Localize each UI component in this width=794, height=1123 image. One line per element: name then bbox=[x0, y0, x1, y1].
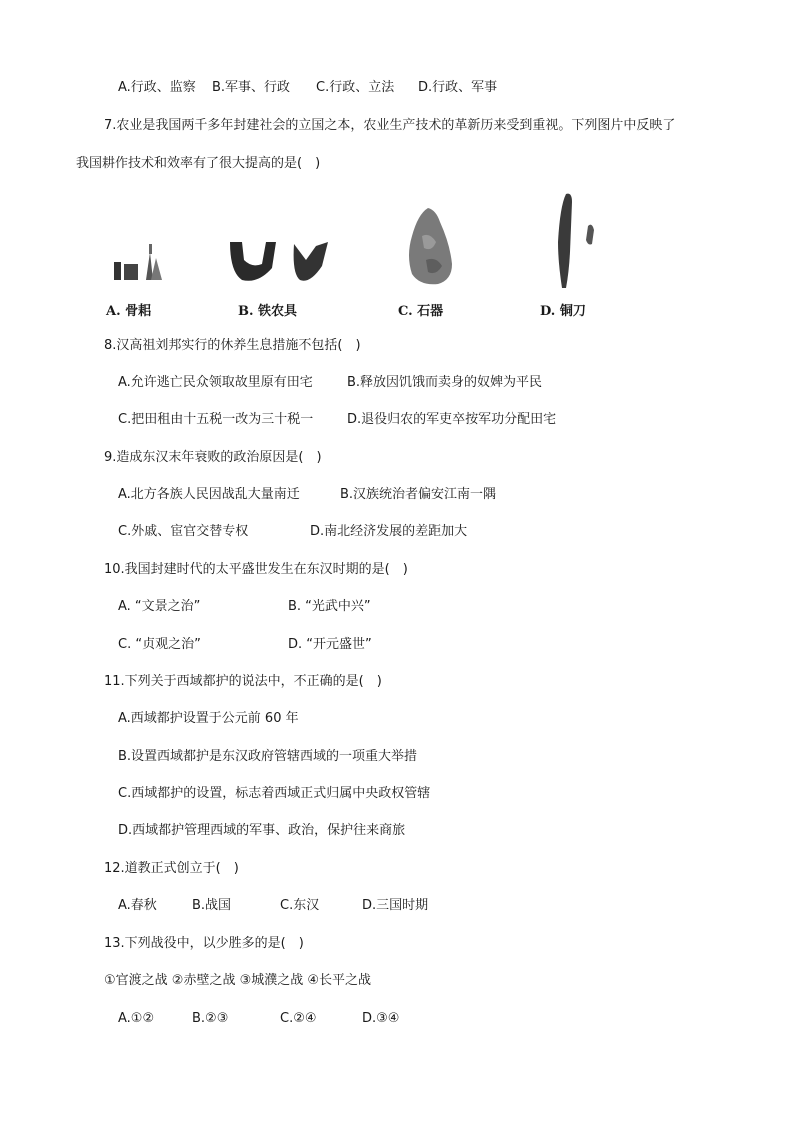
q12-option-c: C.东汉 bbox=[280, 898, 320, 913]
q13-option-a: A.①② bbox=[118, 1011, 155, 1026]
iron-farm-tools-icon bbox=[228, 238, 332, 286]
q6-option-a: A.行政、监察 bbox=[118, 80, 196, 95]
q8-option-a: A.允许逃亡民众领取故里原有田宅 bbox=[118, 375, 313, 390]
q8-option-b: B.释放因饥饿而卖身的奴婢为平民 bbox=[347, 375, 543, 390]
bone-spade-icon bbox=[110, 240, 166, 284]
q6-option-b: B.军事、行政 bbox=[212, 80, 291, 95]
q7-stem-line2: 我国耕作技术和效率有了很大提高的是( ) bbox=[76, 156, 321, 171]
q12-option-d: D.三国时期 bbox=[362, 898, 429, 913]
q8-option-d: D.退役归农的军吏卒按军功分配田宅 bbox=[347, 412, 557, 427]
q11-option-d: D.西域都护管理西域的军事、政治，保护往来商旅 bbox=[118, 823, 406, 838]
q7-figure-c-label: C. 石器 bbox=[398, 304, 444, 319]
q12-option-b: B.战国 bbox=[192, 898, 232, 913]
stone-tool-icon bbox=[406, 206, 454, 288]
q10-option-a: A. “文景之治” bbox=[118, 599, 201, 614]
q11-option-c: C.西域都护的设置，标志着西域正式归属中央政权管辖 bbox=[118, 786, 431, 801]
q11-stem: 11.下列关于西域都护的说法中，不正确的是( ) bbox=[104, 674, 382, 689]
q7-stem-line1: 7.农业是我国两千多年封建社会的立国之本，农业生产技术的革新历来受到重视。下列图片中反映了 bbox=[104, 118, 676, 133]
q9-option-c: C.外戚、宦官交替专权 bbox=[118, 524, 249, 539]
q10-stem: 10.我国封建时代的太平盛世发生在东汉时期的是( ) bbox=[104, 562, 408, 577]
q11-option-b: B.设置西域都护是东汉政府管辖西域的一项重大举措 bbox=[118, 749, 418, 764]
q9-option-b: B.汉族统治者偏安江南一隅 bbox=[340, 487, 497, 502]
q13-items: ①官渡之战 ②赤壁之战 ③城濮之战 ④长平之战 bbox=[104, 973, 372, 988]
q7-figure-b-label: B. 铁农具 bbox=[238, 304, 298, 319]
q8-option-c: C.把田租由十五税一改为三十税一 bbox=[118, 412, 314, 427]
q9-stem: 9.造成东汉末年衰败的政治原因是( ) bbox=[104, 450, 322, 465]
q13-option-c: C.②④ bbox=[280, 1011, 317, 1026]
q13-stem: 13.下列战役中，以少胜多的是( ) bbox=[104, 936, 304, 951]
q11-option-a: A.西域都护设置于公元前 60 年 bbox=[118, 711, 299, 726]
q9-option-a: A.北方各族人民因战乱大量南迁 bbox=[118, 487, 300, 502]
q10-option-d: D. “开元盛世” bbox=[288, 637, 372, 652]
q12-stem: 12.道教正式创立于( ) bbox=[104, 861, 239, 876]
q6-option-d: D.行政、军事 bbox=[418, 80, 498, 95]
q13-option-b: B.②③ bbox=[192, 1011, 229, 1026]
bronze-knife-icon bbox=[552, 192, 602, 290]
q6-option-c: C.行政、立法 bbox=[316, 80, 395, 95]
q8-stem: 8.汉高祖刘邦实行的休养生息措施不包括( ) bbox=[104, 338, 361, 353]
q7-figure-d-label: D. 铜刀 bbox=[540, 304, 586, 319]
q13-option-d: D.③④ bbox=[362, 1011, 400, 1026]
q12-option-a: A.春秋 bbox=[118, 898, 157, 913]
q10-option-b: B. “光武中兴” bbox=[288, 599, 371, 614]
q7-figure-a-label: A. 骨耜 bbox=[106, 304, 152, 319]
q10-option-c: C. “贞观之治” bbox=[118, 637, 201, 652]
q9-option-d: D.南北经济发展的差距加大 bbox=[310, 524, 468, 539]
